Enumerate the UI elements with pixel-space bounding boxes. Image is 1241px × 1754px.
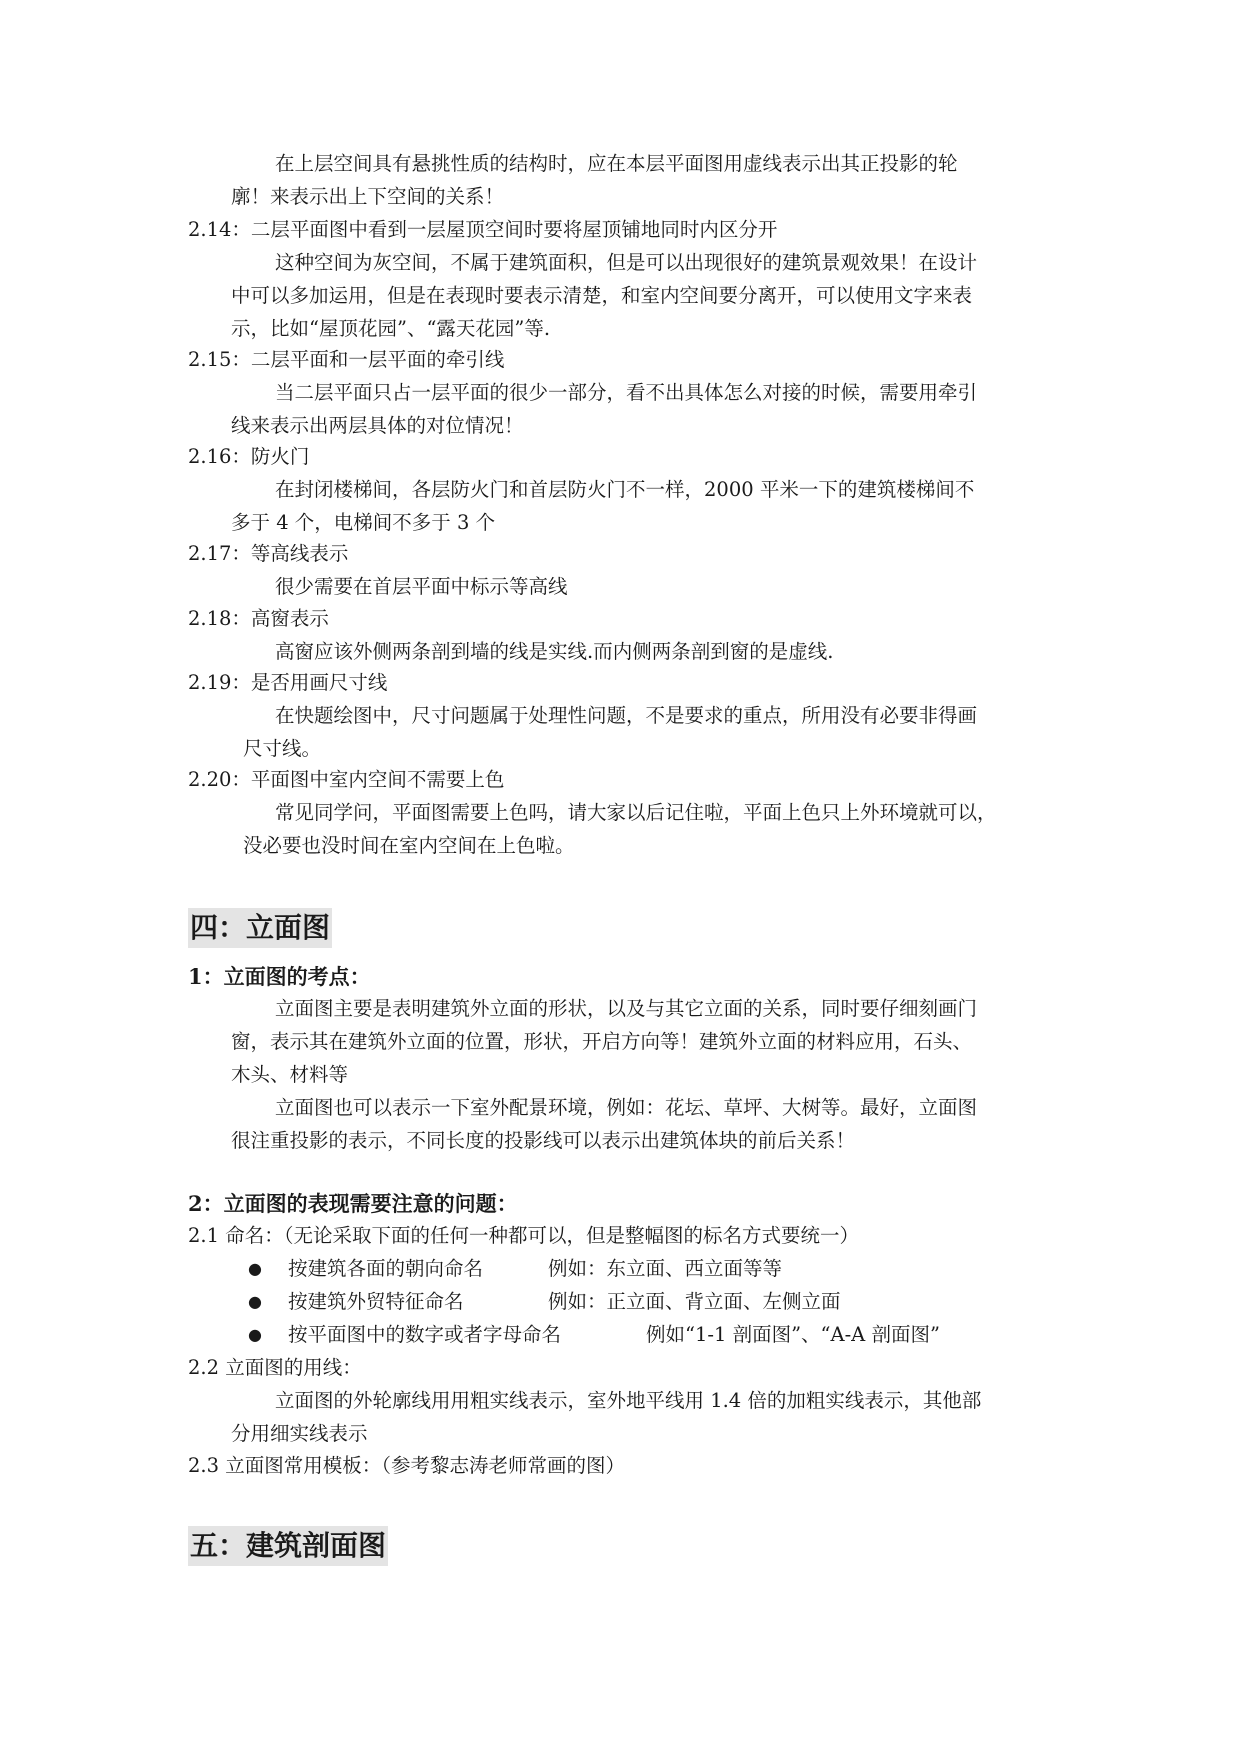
item-heading-2-16: 2.16：防火门 [188, 445, 310, 468]
item-body-line: 线来表示出两层具体的对位情况！ [231, 414, 524, 437]
bullet-example: 例如：东立面、西立面等等 [548, 1257, 783, 1280]
subsection-title-notes: 2：立面图的表现需要注意的问题： [188, 1191, 518, 1216]
section-title-section-drawing: 五：建筑剖面图 [188, 1526, 388, 1566]
item-body-line: 示，比如“屋顶花园”、“露天花园”等. [231, 317, 551, 340]
intro-line-1: 在上层空间具有悬挑性质的结构时，应在本层平面图用虚线表示出其正投影的轮 [275, 152, 958, 175]
paragraph-line: 木头、材料等 [231, 1063, 349, 1086]
bullet-label: 按建筑外贸特征命名 [288, 1290, 464, 1313]
item-body-line: 在快题绘图中，尺寸问题属于处理性问题，不是要求的重点，所用没有必要非得画 [275, 704, 978, 727]
item-body-line: 尺寸线。 [243, 737, 322, 760]
item-heading-2-14: 2.14：二层平面图中看到一层屋顶空间时要将屋顶铺地同时内区分开 [188, 218, 778, 241]
subsection-title-exam-points: 1：立面图的考点： [188, 964, 371, 989]
item-body-line: 在封闭楼梯间，各层防火门和首层防火门不一样，2000 平米一下的建筑楼梯间不 [275, 478, 975, 501]
item-body-line: 常见同学问，平面图需要上色吗，请大家以后记住啦，平面上色只上外环境就可以， [275, 801, 997, 824]
paragraph-line: 分用细实线表示 [231, 1422, 368, 1445]
bullet-example: 例如“1-1 剖面图”、“A-A 剖面图” [646, 1323, 940, 1346]
paragraph-line: 立面图也可以表示一下室外配景环境，例如：花坛、草坪、大树等。最好，立面图 [275, 1096, 978, 1119]
item-body-line: 很少需要在首层平面中标示等高线 [275, 575, 568, 598]
item-heading-2-18: 2.18：高窗表示 [188, 607, 329, 630]
paragraph-line: 立面图的外轮廓线用用粗实线表示，室外地平线用 1.4 倍的加粗实线表示，其他部 [275, 1389, 982, 1412]
item-body-line: 多于 4 个，电梯间不多于 3 个 [231, 511, 496, 534]
paragraph-line: 窗，表示其在建筑外立面的位置，形状，开启方向等！建筑外立面的材料应用，石头、 [231, 1030, 973, 1053]
intro-line-2: 廓！来表示出上下空间的关系！ [231, 185, 505, 208]
bullet-label: 按平面图中的数字或者字母命名 [288, 1323, 562, 1346]
template-heading: 2.3 立面图常用模板：（参考黎志涛老师常画的图） [188, 1454, 625, 1477]
paragraph-line: 很注重投影的表示，不同长度的投影线可以表示出建筑体块的前后关系！ [231, 1129, 856, 1152]
section-title-elevation: 四：立面图 [188, 908, 332, 948]
item-heading-2-19: 2.19：是否用画尺寸线 [188, 671, 388, 694]
item-body-line: 没必要也没时间在室内空间在上色啦。 [243, 834, 575, 857]
item-heading-2-15: 2.15：二层平面和一层平面的牵引线 [188, 348, 505, 371]
lines-heading: 2.2 立面图的用线： [188, 1356, 362, 1379]
item-heading-2-17: 2.17：等高线表示 [188, 542, 349, 565]
item-heading-2-20: 2.20：平面图中室内空间不需要上色 [188, 768, 505, 791]
bullet-icon: ● [248, 1325, 262, 1344]
bullet-example: 例如：正立面、背立面、左侧立面 [548, 1290, 841, 1313]
item-body-line: 高窗应该外侧两条剖到墙的线是实线.而内侧两条剖到窗的是虚线. [275, 640, 834, 663]
bullet-icon: ● [248, 1259, 262, 1278]
bullet-label: 按建筑各面的朝向命名 [288, 1257, 484, 1280]
paragraph-line: 立面图主要是表明建筑外立面的形状，以及与其它立面的关系，同时要仔细刻画门 [275, 997, 978, 1020]
item-body-line: 这种空间为灰空间，不属于建筑面积，但是可以出现很好的建筑景观效果！在设计 [275, 251, 978, 274]
item-body-line: 中可以多加运用，但是在表现时要表示清楚，和室内空间要分离开，可以使用文字来表 [231, 284, 973, 307]
naming-heading: 2.1 命名：（无论采取下面的任何一种都可以，但是整幅图的标名方式要统一） [188, 1224, 859, 1247]
item-body-line: 当二层平面只占一层平面的很少一部分，看不出具体怎么对接的时候，需要用牵引 [275, 381, 978, 404]
bullet-icon: ● [248, 1292, 262, 1311]
